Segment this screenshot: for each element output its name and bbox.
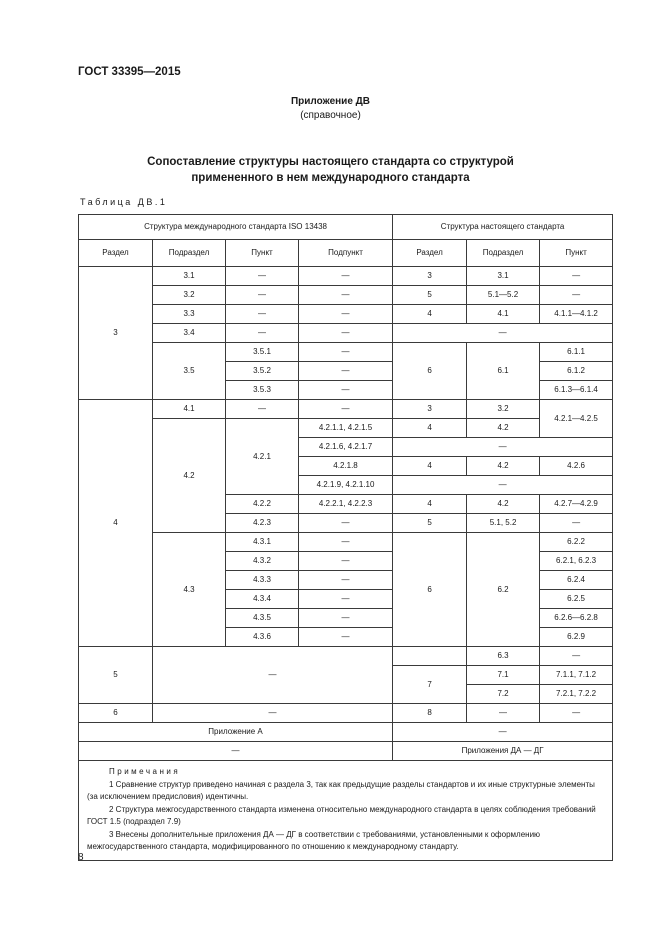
cell: 4.2 [467, 495, 540, 514]
cell: — [299, 628, 393, 647]
cell: — [226, 324, 299, 343]
cell-section: 5 [79, 647, 153, 704]
table-row [79, 305, 613, 324]
cell: — [226, 267, 299, 286]
cell: — [226, 400, 299, 419]
cell: — [299, 533, 393, 552]
table-row [79, 704, 613, 723]
cell-section: 6 [79, 704, 153, 723]
cell: — [467, 704, 540, 723]
cell: 3.2 [467, 400, 540, 419]
col-header: Подпункт [299, 240, 393, 267]
table-row [79, 343, 613, 362]
cell: 6.1 [467, 343, 540, 400]
cell: 6.2.2 [540, 533, 613, 552]
cell: 4.2.1 [226, 419, 299, 495]
document-header: ГОСТ 33395—2015 [78, 66, 181, 78]
cell: 4.1 [467, 305, 540, 324]
cell: 6.2.1, 6.2.3 [540, 552, 613, 571]
cell: — [153, 647, 393, 704]
cell: 4.3.4 [226, 590, 299, 609]
note-item: 2 Структура межгосударственного стандарта изменена относительно международного стандарта в целях соблюдения требований ГОСТ 1.5 (подраздел 7.9) [87, 804, 596, 826]
cell: — [393, 324, 613, 343]
cell-section: 3 [79, 267, 153, 400]
cell: — [393, 438, 613, 457]
cell: 4 [393, 495, 467, 514]
cell: 6.1.1 [540, 343, 613, 362]
cell: 4.3.5 [226, 609, 299, 628]
col-header: Раздел [393, 240, 467, 267]
cell: — [299, 514, 393, 533]
table-row [79, 647, 613, 666]
cell: 4.2.2.1, 4.2.2.3 [299, 495, 393, 514]
cell: — [299, 286, 393, 305]
col-header: Подраздел [153, 240, 226, 267]
cell: 6 [393, 533, 467, 647]
note-item: 1 Сравнение структур приведено начиная с раздела 3, так как предыдущие разделы стандартов и их иные структурные элементы (за исключением предисловия) идентичны. [87, 779, 595, 801]
cell: 4.2 [467, 457, 540, 476]
cell: 3.2 [153, 286, 226, 305]
cell: — [299, 590, 393, 609]
cell: 6.2 [467, 533, 540, 647]
cell: — [299, 362, 393, 381]
cell: 4 [393, 305, 467, 324]
table-row [79, 533, 613, 552]
cell: 4.3.1 [226, 533, 299, 552]
cell: 4.2.7—4.2.9 [540, 495, 613, 514]
cell: 4.2.3 [226, 514, 299, 533]
cell: 3.3 [153, 305, 226, 324]
cell: 6 [393, 343, 467, 400]
notes-heading: Примечания [109, 767, 181, 776]
cell: — [540, 704, 613, 723]
cell: 4.2.1.6, 4.2.1.7 [299, 438, 393, 457]
cell: 6.2.6—6.2.8 [540, 609, 613, 628]
cell: — [299, 552, 393, 571]
cell: — [540, 647, 613, 666]
cell: 4.2.2 [226, 495, 299, 514]
cell: 5 [393, 514, 467, 533]
cell: 4.1 [153, 400, 226, 419]
table-row [79, 267, 613, 286]
cell: — [540, 267, 613, 286]
table-row [79, 742, 613, 761]
cell: 8 [393, 704, 467, 723]
cell: 5.1—5.2 [467, 286, 540, 305]
cell: — [299, 267, 393, 286]
cell: 4.2.1.9, 4.2.1.10 [299, 476, 393, 495]
cell: 4.3.3 [226, 571, 299, 590]
cell: — [299, 343, 393, 362]
cell: — [299, 381, 393, 400]
col-header: Раздел [79, 240, 153, 267]
col-header: Пункт [540, 240, 613, 267]
cell: — [393, 723, 613, 742]
col-header: Пункт [226, 240, 299, 267]
cell: Приложение А [79, 723, 393, 742]
cell: 3.5.2 [226, 362, 299, 381]
notes-row [79, 761, 613, 861]
appendix-title: Приложение ДВ [290, 96, 371, 107]
table-row [79, 400, 613, 419]
cell: — [540, 286, 613, 305]
comparison-table [78, 214, 613, 861]
cell: 4.2 [153, 419, 226, 533]
cell: 3.5.1 [226, 343, 299, 362]
appendix-subtitle: (справочное) [300, 110, 361, 121]
notes-cell [79, 761, 613, 861]
cell: — [540, 514, 613, 533]
cell: 4.2.1.8 [299, 457, 393, 476]
cell: — [299, 400, 393, 419]
table-group-header-row [79, 215, 613, 240]
cell: 4 [393, 457, 467, 476]
cell [393, 647, 467, 666]
cell: 4.3.6 [226, 628, 299, 647]
cell: 7.1 [467, 666, 540, 685]
cell: 6.2.9 [540, 628, 613, 647]
main-title-line2: примененного в нем международного стандарта [191, 172, 470, 184]
cell: 3 [393, 267, 467, 286]
cell: 4.2.1—4.2.5 [540, 400, 613, 438]
cell: 7.2.1, 7.2.2 [540, 685, 613, 704]
cell: 4.1.1—4.1.2 [540, 305, 613, 324]
cell: 5.1, 5.2 [467, 514, 540, 533]
cell: 4.2.6 [540, 457, 613, 476]
cell: 3.5.3 [226, 381, 299, 400]
cell-section: 4 [79, 400, 153, 647]
cell: 3.4 [153, 324, 226, 343]
cell: 6.1.3—6.1.4 [540, 381, 613, 400]
cell: 4 [393, 419, 467, 438]
cell: Приложения ДА — ДГ [393, 742, 613, 761]
cell: — [393, 476, 613, 495]
table-row [79, 286, 613, 305]
table-row [79, 723, 613, 742]
cell: 3.1 [467, 267, 540, 286]
cell: 3.5 [153, 343, 226, 400]
header-intl: Структура международного стандарта ISO 13438 [79, 215, 393, 240]
cell: — [299, 324, 393, 343]
main-title [100, 154, 561, 186]
cell: — [153, 704, 393, 723]
cell: 7 [393, 666, 467, 704]
cell: 7.2 [467, 685, 540, 704]
table-label: Таблица ДВ.1 [80, 197, 168, 207]
col-header: Подраздел [467, 240, 540, 267]
cell: 3.1 [153, 267, 226, 286]
cell: 6.1.2 [540, 362, 613, 381]
cell: 5 [393, 286, 467, 305]
cell: — [226, 305, 299, 324]
cell: — [299, 571, 393, 590]
cell: 6.3 [467, 647, 540, 666]
cell: 3 [393, 400, 467, 419]
cell: 7.1.1, 7.1.2 [540, 666, 613, 685]
table-column-header-row [79, 240, 613, 267]
cell: 4.2.1.1, 4.2.1.5 [299, 419, 393, 438]
main-title-line1: Сопоставление структуры настоящего стандарта со структурой [147, 156, 514, 168]
cell: 4.3.2 [226, 552, 299, 571]
table-row [79, 419, 613, 438]
cell: — [79, 742, 393, 761]
note-item: 3 Внесены дополнительные приложения ДА — ДГ в соответствии с требованиями, установленными к оформлению межгосударственного стандарта, модифицированного по отношению к международному стандарту. [87, 829, 541, 851]
cell: 6.2.4 [540, 571, 613, 590]
table-row [79, 324, 613, 343]
cell: 6.2.5 [540, 590, 613, 609]
cell: — [299, 305, 393, 324]
page-number: 8 [78, 852, 84, 863]
cell: — [299, 609, 393, 628]
header-this: Структура настоящего стандарта [393, 215, 613, 240]
cell: — [226, 286, 299, 305]
cell: 4.3 [153, 533, 226, 647]
cell: 4.2 [467, 419, 540, 438]
